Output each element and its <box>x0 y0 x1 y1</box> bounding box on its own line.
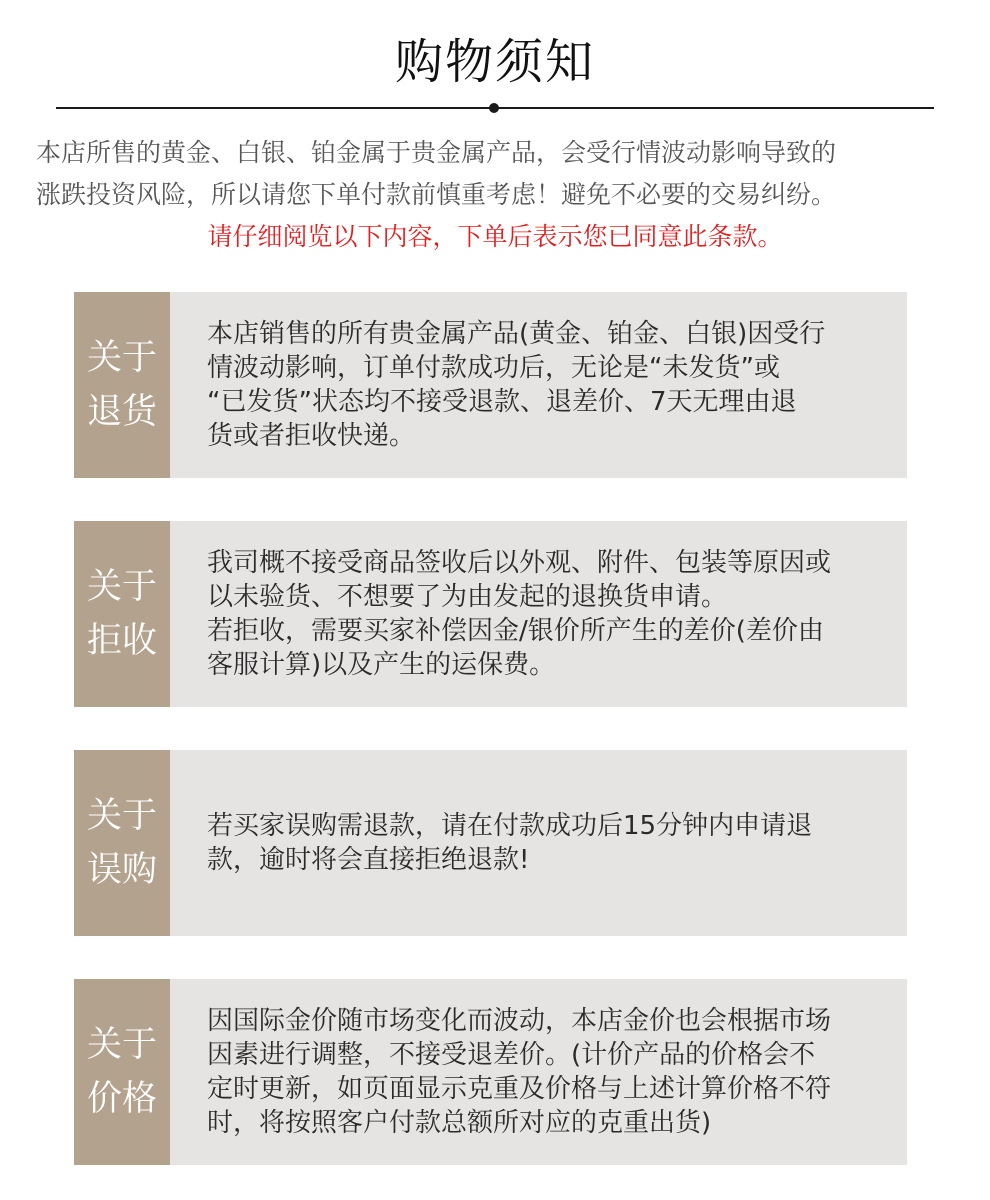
section-price <box>74 979 907 1165</box>
section-body-line: 因国际金价随市场变化而波动，本店金价也会根据市场 <box>207 1006 832 1036</box>
section-body-line: 若买家误购需退款，请在付款成功后15分钟内申请退 <box>207 811 813 841</box>
section-tag-line: 误购 <box>86 850 157 890</box>
section-body-line: 时，将按照客户付款总额所对应的克重出货) <box>207 1108 712 1138</box>
section-body-line: “已发货”状态均不接受退款、退差价、7天无理由退 <box>207 387 797 417</box>
intro-line: 本店所售的黄金、白银、铂金属于贵金属产品，会受行情波动影响导致的 <box>36 138 837 167</box>
section-refusal <box>74 521 907 707</box>
section-tag <box>74 292 170 478</box>
section-tag <box>74 750 170 936</box>
section-tag-line: 关于 <box>86 1025 157 1065</box>
section-tag-line: 关于 <box>86 338 157 378</box>
intro-warning: 请仔细阅览以下内容，下单后表示您已同意此条款。 <box>207 222 783 251</box>
section-body <box>207 750 897 936</box>
section-body-line: 情波动影响，订单付款成功后，无论是“未发货”或 <box>207 353 780 383</box>
section-body-line: 本店销售的所有贵金属产品(黄金、铂金、白银)因受行 <box>207 319 826 349</box>
section-body-line: 款，逾时将会直接拒绝退款! <box>207 845 530 875</box>
section-body <box>207 292 897 478</box>
section-tag-line: 关于 <box>86 796 157 836</box>
section-body-line: 若拒收，需要买家补偿因金/银价所产生的差价(差价由 <box>207 616 824 646</box>
section-body <box>207 979 897 1165</box>
section-body-line: 货或者拒收快递。 <box>207 421 416 451</box>
section-tag <box>74 521 170 707</box>
section-body-line: 以未验货、不想要了为由发起的退换货申请。 <box>207 582 728 612</box>
section-tag-line: 拒收 <box>86 621 157 661</box>
section-body-line: 我司概不接受商品签收后以外观、附件、包装等原因或 <box>207 548 832 578</box>
section-body <box>207 521 897 707</box>
section-tag-line: 退货 <box>86 392 157 432</box>
page-title: 购物须知 <box>394 34 595 90</box>
section-returns <box>74 292 907 478</box>
section-body-line: 因素进行调整，不接受退差价。(计价产品的价格会不 <box>207 1040 816 1070</box>
intro-paragraph <box>36 132 956 216</box>
section-body-line: 定时更新，如页面显示克重及价格与上述计算价格不符 <box>207 1074 832 1104</box>
section-body-line: 客服计算)以及产生的运保费。 <box>207 650 556 680</box>
section-tag-line: 价格 <box>86 1079 157 1119</box>
section-tag <box>74 979 170 1165</box>
divider-dot <box>489 103 499 113</box>
section-mistaken-purchase <box>74 750 907 936</box>
section-tag-line: 关于 <box>86 567 157 607</box>
intro-line: 涨跌投资风险，所以请您下单付款前慎重考虑！避免不必要的交易纠纷。 <box>36 180 837 209</box>
